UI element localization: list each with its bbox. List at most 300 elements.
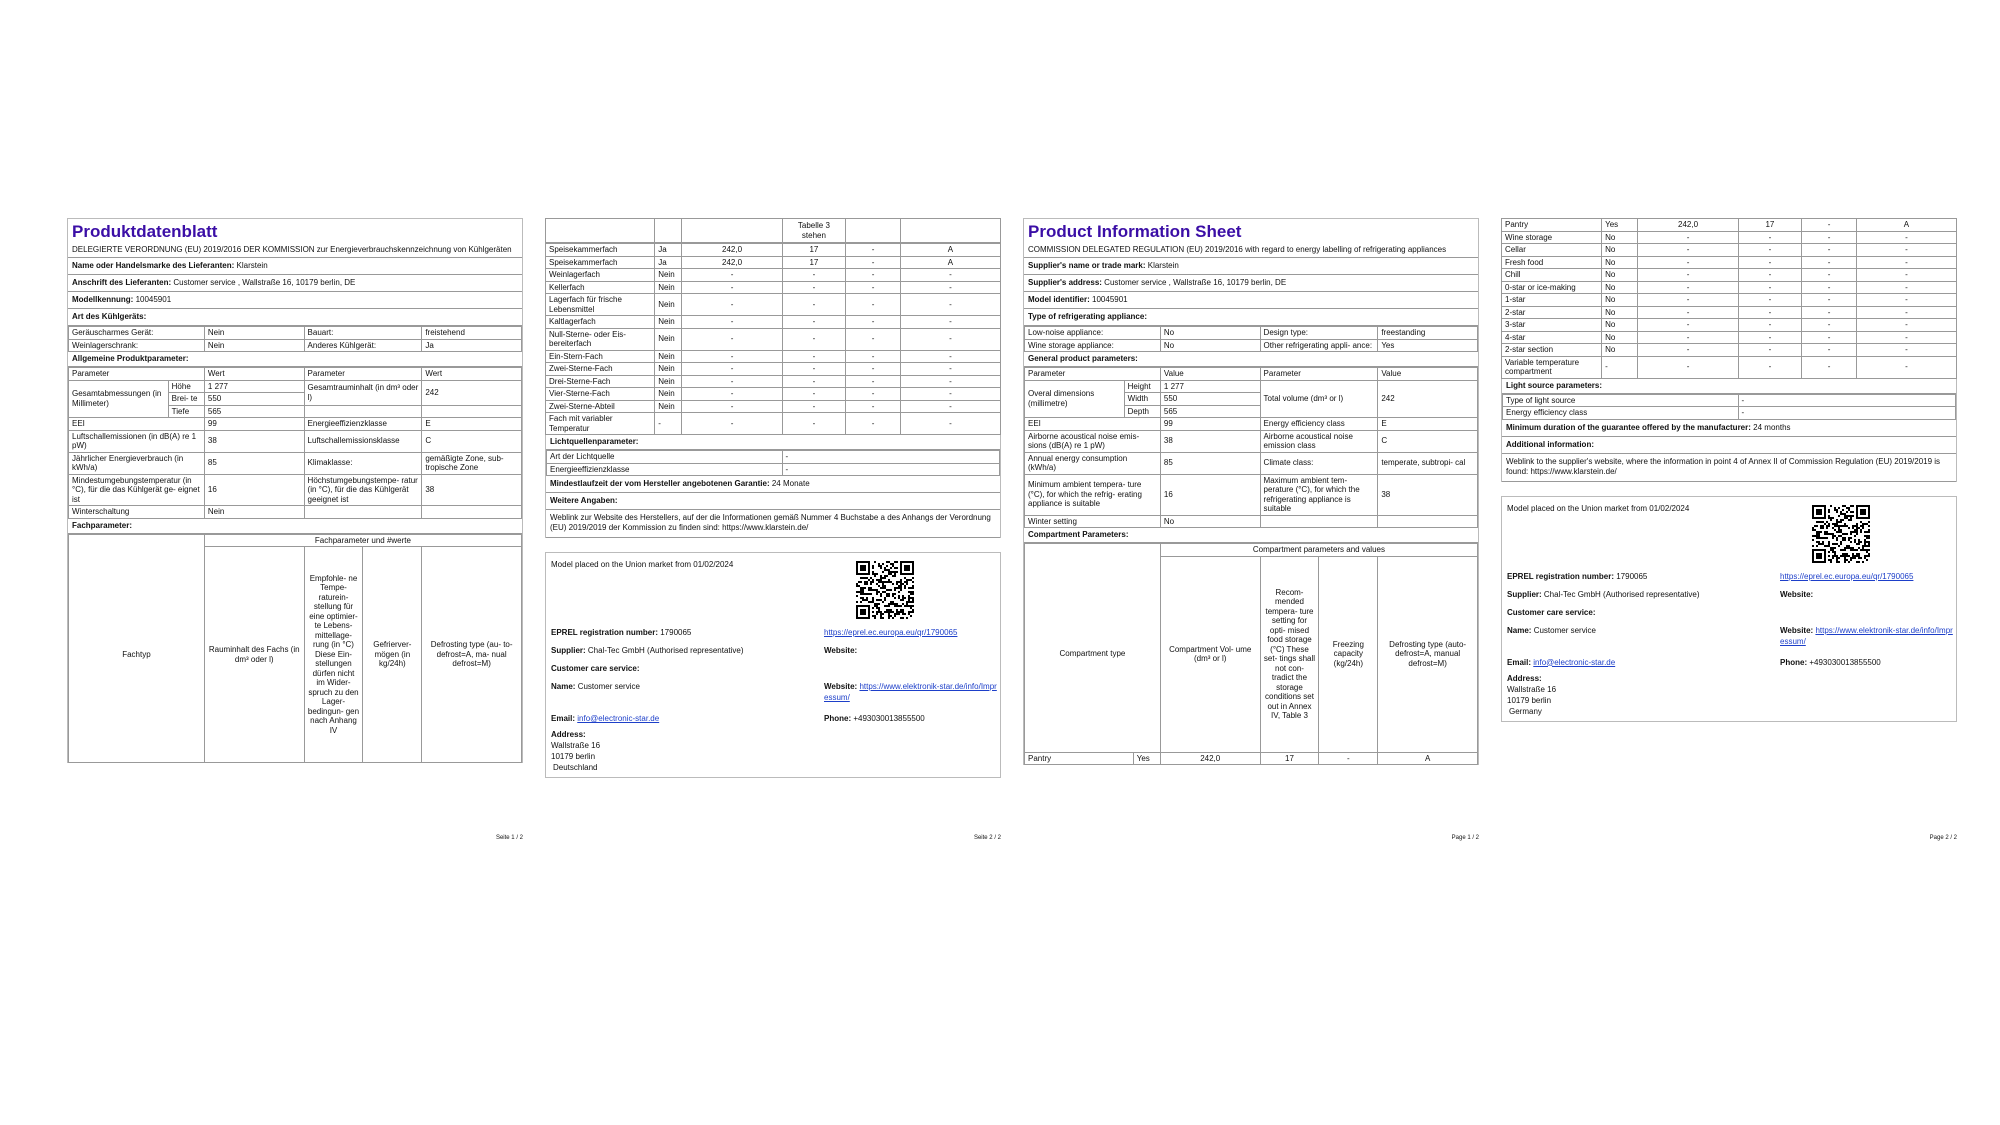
cell: - — [1638, 356, 1738, 378]
de-type-header: Art des Kühlgeräts: — [68, 309, 522, 326]
de-guarantee-label: Mindestlaufzeit der vom Hersteller angebotenen Garantie: — [550, 479, 770, 488]
cell: 85 — [1160, 452, 1260, 474]
de-eprel-name — [551, 681, 811, 692]
cell: 38 — [1378, 474, 1478, 515]
cell: Kaltlagerfach — [546, 316, 655, 329]
cell: Fachparameter und #werte — [204, 534, 521, 547]
cell: Energy efficiency class — [1260, 418, 1378, 431]
cell: Nein — [655, 400, 682, 413]
de-eprel-phone — [824, 713, 1014, 724]
cell: Parameter — [69, 368, 205, 381]
cell: Wine storage appliance: — [1025, 339, 1161, 352]
cell: - — [1638, 294, 1738, 307]
table-row — [1025, 327, 1478, 340]
table-row — [546, 388, 1001, 401]
cell: - — [682, 316, 782, 329]
cell: - — [1638, 231, 1738, 244]
cell: Tiefe — [168, 405, 204, 418]
cell: - — [846, 281, 901, 294]
cell: Low-noise appliance: — [1025, 327, 1161, 340]
table-row — [1025, 380, 1478, 393]
table-row — [546, 375, 1001, 388]
cell: freistehend — [422, 327, 522, 340]
cell: 242,0 — [682, 256, 782, 269]
cell: Nein — [655, 350, 682, 363]
cell: - — [682, 363, 782, 376]
en-eprel-url[interactable]: https://eprel.ec.europa.eu/qr/1790065 — [1780, 571, 1914, 581]
cell: - — [1802, 356, 1857, 378]
cell: Gesamtrauminhalt (in dm³ oder l) — [304, 380, 422, 405]
cell: - — [900, 316, 1000, 329]
de-guarantee-value: 24 Monate — [771, 479, 810, 488]
cell: No — [1602, 281, 1638, 294]
cell: temperate, subtropi- cal — [1378, 452, 1478, 474]
cell: Kellerfach — [546, 281, 655, 294]
cell — [682, 219, 782, 243]
table-row — [546, 413, 1001, 435]
eprel-email-label: Email: — [551, 714, 576, 723]
de-type-table — [68, 326, 522, 352]
eprel-web2-link[interactable]: https://www.elektronik-star.de/info/Impressum/ — [824, 682, 997, 702]
en-further-desc: Weblink to the supplier's website, where the information in point 4 of Annex II of Commission Regulation (EU) 2019/2019 is found: — [1506, 456, 1941, 476]
cell: No — [1160, 339, 1260, 352]
cell: - — [846, 400, 901, 413]
de-supplier-label: Name oder Handelsmarke des Lieferanten: — [72, 261, 235, 270]
cell: - — [846, 244, 901, 257]
de-light-header: Lichtquellenparameter: — [546, 435, 1000, 450]
cell: - — [1856, 306, 1956, 319]
table-row — [1025, 452, 1478, 474]
table-row — [546, 256, 1001, 269]
cell: - — [1738, 294, 1802, 307]
en-address-line — [1024, 275, 1478, 292]
cell: - — [900, 328, 1000, 350]
cell: Parameter — [1260, 368, 1378, 381]
cell: - — [846, 269, 901, 282]
table-row — [1025, 339, 1478, 352]
en-model-label: Model identifier: — [1028, 295, 1090, 304]
en-compartment-rows — [1501, 218, 1957, 379]
en-eprel-supplier — [1507, 589, 1767, 600]
cell: - — [900, 363, 1000, 376]
en-eprel-email — [1507, 657, 1767, 668]
qr-code-icon — [1812, 505, 1870, 563]
en-page-1 — [1023, 218, 1479, 841]
cell: - — [846, 375, 901, 388]
cell: - — [1738, 256, 1802, 269]
cell: Defrosting type (auto-defrost=A, manual defrost=M) — [1378, 556, 1478, 752]
eprel-reg-value: 1790065 — [1616, 571, 1648, 581]
cell: Wine storage — [1502, 231, 1602, 244]
qr-code-icon — [856, 561, 914, 619]
eprel-address-line: Deutschland — [553, 763, 598, 772]
table-row — [1502, 256, 1957, 269]
cell: Brei- te — [168, 393, 204, 406]
de-eprel-supplier — [551, 645, 811, 656]
cell: - — [782, 316, 846, 329]
cell — [69, 534, 205, 547]
cell: Empfohle- ne Tempe- raturein- stellung für eine optimier- te Lebens- mittellage- rung (in °C) Diese Ein- stellungen dürfen nicht im Wider- spruch zu den Lager- bedingun- gen nach Anhang IV — [304, 547, 363, 763]
table-row — [1025, 430, 1478, 452]
cell: E — [1378, 418, 1478, 431]
table-row — [69, 368, 522, 381]
table-row — [546, 281, 1001, 294]
cell — [846, 219, 901, 243]
cell: 550 — [1160, 393, 1260, 406]
cell: Compartment Vol- ume (dm³ or l) — [1160, 556, 1260, 752]
de-page-1 — [67, 218, 523, 841]
eprel-email-link[interactable]: info@electronic-star.de — [1533, 657, 1616, 667]
cell: Defrosting type (au- to-defrost=A, ma- nual defrost=M) — [422, 547, 522, 763]
cell: - — [1738, 394, 1955, 407]
cell: Vier-Sterne-Fach — [546, 388, 655, 401]
de-title: Produktdatenblatt — [72, 222, 218, 241]
eprel-reg-value: 1790065 — [660, 628, 692, 637]
de-page-1-number: Seite 1 / 2 — [495, 835, 523, 841]
cell: - — [846, 328, 901, 350]
en-further-text — [1502, 454, 1956, 482]
cell: - — [782, 363, 846, 376]
cell: A — [900, 256, 1000, 269]
cell: - — [1738, 331, 1802, 344]
en-address-label: Supplier's address: — [1028, 278, 1102, 287]
en-further-header: Additional information: — [1502, 437, 1956, 454]
cell: 3-star — [1502, 319, 1602, 332]
table-row — [69, 452, 522, 474]
cell: 0-star or ice-making — [1502, 281, 1602, 294]
cell: Minimum ambient tempera- ture (°C), for which the refrig- erating appliance is suitable — [1025, 474, 1161, 515]
cell: - — [1802, 294, 1857, 307]
de-eprel-url[interactable]: https://eprel.ec.europa.eu/qr/1790065 — [824, 628, 958, 637]
cell: E — [422, 418, 522, 431]
cell: Nein — [655, 294, 682, 316]
cell: No — [1602, 344, 1638, 357]
cell: 242 — [1378, 380, 1478, 418]
cell: - — [1638, 306, 1738, 319]
cell: Tabelle 3 stehen — [782, 219, 846, 243]
table-row — [1502, 219, 1957, 232]
cell: 242 — [422, 380, 522, 405]
de-compartment-table-cont — [545, 218, 1001, 243]
cell: No — [1602, 269, 1638, 282]
eprel-supplier-value: Chal-Tec GmbH (Authorised representative) — [587, 646, 744, 655]
en-light-header: Light source parameters: — [1502, 379, 1956, 394]
cell: - — [1802, 306, 1857, 319]
cell: 17 — [782, 256, 846, 269]
cell: 242,0 — [1638, 219, 1738, 232]
cell: 38 — [422, 474, 522, 506]
cell: No — [1602, 244, 1638, 257]
table-row — [546, 363, 1001, 376]
cell: - — [1802, 344, 1857, 357]
table-row — [546, 316, 1001, 329]
table-row — [1025, 515, 1478, 528]
de-eprel-placed: Model placed on the Union market from 01/02/2024 — [551, 560, 734, 569]
en-guarantee-value: 24 months — [1753, 422, 1791, 432]
cell: C — [422, 430, 522, 452]
eprel-web2-link[interactable]: https://www.elektronik-star.de/info/Impressum/ — [1780, 625, 1953, 646]
cell — [304, 405, 422, 418]
cell: - — [1856, 256, 1956, 269]
de-general-table — [68, 367, 522, 519]
cell: 2-star section — [1502, 344, 1602, 357]
cell: - — [846, 363, 901, 376]
de-address-label: Anschrift des Lieferanten: — [72, 278, 172, 287]
cell: No — [1602, 306, 1638, 319]
cell: Winterschaltung — [69, 506, 205, 519]
cell: Höhe — [168, 380, 204, 393]
cell — [900, 219, 1000, 243]
cell: No — [1602, 331, 1638, 344]
cell: - — [782, 294, 846, 316]
cell: A — [900, 244, 1000, 257]
cell: - — [782, 328, 846, 350]
de-address-line — [68, 275, 522, 292]
table-row — [1025, 544, 1478, 557]
cell: 17 — [1738, 219, 1802, 232]
cell: - — [682, 269, 782, 282]
cell: EEI — [69, 418, 205, 431]
cell: Nein — [204, 339, 304, 352]
table-row — [69, 380, 522, 393]
cell: Zwei-Sterne-Abteil — [546, 400, 655, 413]
en-address-value: Customer service , Wallstraße 16, 10179 berlin, DE — [1104, 278, 1287, 287]
table-row — [1503, 407, 1956, 420]
cell: - — [1638, 256, 1738, 269]
cell: Art der Lichtquelle — [547, 451, 783, 464]
eprel-phone-value: +493030013855500 — [853, 714, 925, 723]
cell — [546, 219, 655, 243]
cell: Value — [1378, 368, 1478, 381]
cell: - — [1738, 231, 1802, 244]
en-eprel-website-label: Website: — [1780, 589, 1814, 599]
en-eprel-reg — [1507, 571, 1767, 582]
cell: - — [900, 294, 1000, 316]
en-further-link[interactable]: https://www.klarstein.de/ — [1530, 466, 1617, 476]
en-compartment-header: Compartment Parameters: — [1024, 528, 1478, 543]
cell: Design type: — [1260, 327, 1378, 340]
cell: - — [1856, 331, 1956, 344]
cell: gemäßigte Zone, sub- tropische Zone — [422, 452, 522, 474]
cell: - — [900, 388, 1000, 401]
table-row — [69, 534, 522, 547]
cell: No — [1160, 515, 1260, 528]
cell: Energieeffizienzklasse — [547, 463, 783, 476]
cell: - — [1802, 319, 1857, 332]
table-row — [1502, 344, 1957, 357]
cell: freestanding — [1378, 327, 1478, 340]
cell: Nein — [204, 506, 304, 519]
de-further-desc: Weblink zur Website des Herstellers, auf der die Informationen gemäß Nummer 4 Buchstabe a des Anhangs der Verordnung (EU) 2019/2019 der Kommission zu finden sind: — [550, 513, 991, 532]
en-general-header: General product parameters: — [1024, 352, 1478, 367]
cell: Type of light source — [1503, 394, 1739, 407]
cell: Recom- mended tempera- ture setting for opti- mised food storage (°C) These set- tings shall not con- tradict the storage conditions set out in Annex IV, Table 3 — [1260, 556, 1319, 752]
cell: Chill — [1502, 269, 1602, 282]
cell: Nein — [655, 328, 682, 350]
cell: Nein — [655, 363, 682, 376]
cell: Compartment parameters and values — [1160, 544, 1477, 557]
cell: Bauart: — [304, 327, 422, 340]
table-row — [1502, 331, 1957, 344]
eprel-supplier-value: Chal-Tec GmbH (Authorised representative) — [1543, 589, 1700, 599]
cell: Ja — [655, 244, 682, 257]
eprel-name-label: Name: — [1507, 625, 1532, 635]
table-row — [546, 219, 1001, 243]
cell: Climate class: — [1260, 452, 1378, 474]
cell: - — [1638, 281, 1738, 294]
de-eprel-address — [551, 729, 811, 773]
eprel-address-label: Address: — [551, 730, 586, 739]
eprel-address-line: Germany — [1509, 706, 1542, 716]
en-eprel-name — [1507, 625, 1767, 636]
table-row — [1025, 556, 1478, 752]
cell: - — [682, 388, 782, 401]
de-eprel-email — [551, 713, 811, 724]
eprel-name-value: Customer service — [1533, 625, 1596, 635]
cell: - — [900, 281, 1000, 294]
en-guarantee-label: Minimum duration of the guarantee offered by the manufacturer: — [1506, 422, 1751, 432]
cell: No — [1602, 231, 1638, 244]
cell: 1 277 — [1160, 380, 1260, 393]
en-eprel-box — [1501, 496, 1957, 722]
cell: - — [655, 413, 682, 435]
de-page-2-number: Seite 2 / 2 — [973, 835, 1001, 841]
eprel-email-link[interactable]: info@electronic-star.de — [577, 714, 660, 723]
cell: 550 — [204, 393, 304, 406]
table-row — [546, 328, 1001, 350]
eprel-phone-value: +493030013855500 — [1809, 657, 1881, 667]
cell: 16 — [204, 474, 304, 506]
de-address-value: Customer service , Wallstraße 16, 10179 berlin, DE — [173, 278, 356, 287]
cell: Yes — [1133, 752, 1160, 765]
cell: - — [1856, 319, 1956, 332]
cell: Luftschallemissionen (in dB(A) re 1 pW) — [69, 430, 205, 452]
cell: Nein — [655, 281, 682, 294]
cell — [422, 405, 522, 418]
cell: - — [1638, 244, 1738, 257]
cell: - — [846, 350, 901, 363]
cell: - — [900, 350, 1000, 363]
de-compartment-rows — [545, 243, 1001, 435]
cell: - — [1602, 356, 1638, 378]
en-page-2-lower — [1501, 379, 1957, 482]
cell: Höchstumgebungstempe- ratur (in °C), für die das Kühlgerät geeignet ist — [304, 474, 422, 506]
eprel-web2-label: Website: — [1780, 625, 1814, 635]
de-compartment-header: Fachparameter: — [68, 519, 522, 534]
en-supplier-value: Klarstein — [1147, 261, 1179, 270]
de-supplier-line — [68, 258, 522, 275]
table-row — [546, 294, 1001, 316]
cell: 99 — [1160, 418, 1260, 431]
cell: 38 — [204, 430, 304, 452]
cell: 4-star — [1502, 331, 1602, 344]
eprel-address-line: Wallstraße 16 — [1507, 684, 1557, 694]
eprel-address-line: 10179 berlin — [551, 752, 596, 761]
cell: - — [1738, 356, 1802, 378]
cell: - — [682, 400, 782, 413]
cell: - — [1738, 269, 1802, 282]
cell — [1378, 515, 1478, 528]
cell: Total volume (dm³ or l) — [1260, 380, 1378, 418]
cell: No — [1602, 319, 1638, 332]
cell: - — [1856, 269, 1956, 282]
cell: No — [1602, 294, 1638, 307]
cell: Fresh food — [1502, 256, 1602, 269]
cell: Fach mit variabler Temperatur — [546, 413, 655, 435]
cell: - — [682, 413, 782, 435]
de-regulation: DELEGIERTE VERORDNUNG (EU) 2019/2016 DER KOMMISSION zur Energieverbrauchskennzeichnung von Kühlgeräten — [68, 243, 522, 258]
cell: - — [900, 413, 1000, 435]
eprel-supplier-label: Supplier: — [1507, 589, 1542, 599]
cell: - — [1738, 319, 1802, 332]
table-row — [546, 244, 1001, 257]
cell: Overal dimensions (millimetre) — [1025, 380, 1125, 418]
table-row — [547, 463, 1000, 476]
cell: Annual energy consumption (kWh/a) — [1025, 452, 1161, 474]
cell: - — [1738, 306, 1802, 319]
cell: Cellar — [1502, 244, 1602, 257]
en-page-1-frame — [1023, 218, 1479, 765]
cell: 16 — [1160, 474, 1260, 515]
cell: A — [1378, 752, 1478, 765]
cell: Energieeffizienzklasse — [304, 418, 422, 431]
en-page-1-number: Page 1 / 2 — [1451, 835, 1479, 841]
cell: 2-star — [1502, 306, 1602, 319]
cell: Jährlicher Energieverbrauch (in kWh/a) — [69, 452, 205, 474]
cell: Energy efficiency class — [1503, 407, 1739, 420]
cell: Lagerfach für frische Lebensmittel — [546, 294, 655, 316]
cell: - — [682, 350, 782, 363]
en-light-table — [1502, 394, 1956, 420]
cell: - — [682, 294, 782, 316]
cell: Other refrigerating appli- ance: — [1260, 339, 1378, 352]
cell: - — [1802, 331, 1857, 344]
de-further-link[interactable]: https://www.klarstein.de/ — [722, 523, 809, 532]
en-supplier-label: Supplier's name or trade mark: — [1028, 261, 1146, 270]
cell: Depth — [1124, 405, 1160, 418]
cell: - — [1638, 269, 1738, 282]
cell: Luftschallemissionsklasse — [304, 430, 422, 452]
table-row — [546, 400, 1001, 413]
cell: Airborne acoustical noise emission class — [1260, 430, 1378, 452]
en-general-table — [1024, 367, 1478, 528]
de-compartment-table — [68, 534, 522, 764]
table-row — [547, 451, 1000, 464]
cell: 565 — [204, 405, 304, 418]
cell: - — [782, 413, 846, 435]
cell: - — [782, 451, 999, 464]
de-further-text — [546, 510, 1000, 538]
cell: 565 — [1160, 405, 1260, 418]
de-eprel-reg — [551, 627, 811, 638]
eprel-phone-label: Phone: — [1780, 657, 1808, 667]
cell: 99 — [204, 418, 304, 431]
cell: - — [1856, 281, 1956, 294]
cell: 17 — [1260, 752, 1319, 765]
cell: Gefrierver- mögen (in kg/24h) — [363, 547, 422, 763]
cell: - — [782, 269, 846, 282]
de-general-header: Allgemeine Produktparameter: — [68, 352, 522, 367]
de-further-header: Weitere Angaben: — [546, 493, 1000, 510]
cell: Speisekammerfach — [546, 256, 655, 269]
cell: - — [682, 375, 782, 388]
cell: Airborne acoustical noise emis- sions (dB(A) re 1 pW) — [1025, 430, 1161, 452]
cell: Parameter — [304, 368, 422, 381]
eprel-address-label: Address: — [1507, 673, 1542, 683]
de-model-line — [68, 292, 522, 309]
de-eprel-box — [545, 552, 1001, 778]
cell: Anderes Kühlgerät: — [304, 339, 422, 352]
